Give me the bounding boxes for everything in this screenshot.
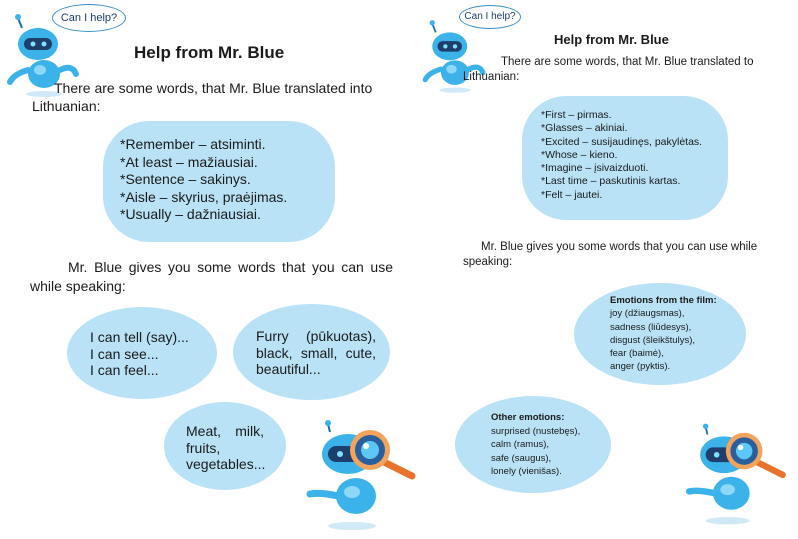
speech-bubble: Can I help?: [459, 5, 521, 29]
page-title-left: Help from Mr. Blue: [134, 43, 285, 62]
vocab-item: *Excited – susijaudinęs, pakylėtas.: [541, 135, 703, 148]
page-title-right: Help from Mr. Blue: [554, 32, 669, 47]
vocab-item: *Sentence – sakinys.: [120, 171, 251, 187]
vocab-item: *Whose – kieno.: [541, 148, 618, 161]
gives-text-left: Mr. Blue gives you some words that you can use while speaking:: [30, 259, 393, 294]
vocabulary-list-left: [120, 136, 287, 224]
vocab-item: *At least – mažiausiai.: [120, 153, 258, 170]
robot-magnifier-icon: [680, 418, 790, 530]
intro-text-right: There are some words, that Mr. Blue translated to Lithuanian:: [463, 56, 754, 83]
emotions-other-list: Other emotions: surprised (nustebęs), calm (ramus), safe (saugus), lonely (vienišas).: [491, 412, 581, 478]
adjectives-list: Furry (pūkuotas), black, small, cute, beautiful...: [256, 328, 376, 377]
emotions-film-list: Emotions from the film: joy (džiaugsmas), sadness (liūdesys), disgust (šleikštulys), fear (baimė), anger (pyktis).: [610, 295, 717, 373]
vocab-item: *Remember – atsiminti.: [120, 136, 266, 152]
vocab-item: *Glasses – akiniai.: [541, 122, 628, 135]
vocabulary-list-right: [541, 109, 702, 202]
gives-text-right: Mr. Blue gives you some words that you can use while speaking:: [463, 241, 758, 268]
robot-magnifier-icon: [300, 418, 420, 532]
phrases-list: I can tell (say)... I can see... I can feel...: [90, 329, 189, 378]
intro-text-left: There are some words, that Mr. Blue translated into Lithuanian:: [32, 80, 373, 114]
food-list: Meat, milk, fruits, vegetables...: [186, 423, 266, 472]
vocab-item: *First – pirmas.: [541, 109, 612, 121]
vocab-item: *Imagine – įsivaizduoti.: [541, 162, 649, 175]
vocab-item: *Last time – paskutinis kartas.: [541, 175, 681, 188]
vocab-item: *Felt – jautei.: [541, 188, 603, 201]
vocab-item: *Aisle – skyrius, praėjimas.: [120, 188, 288, 205]
vocab-item: *Usually – dažniausiai.: [120, 206, 261, 222]
speech-bubble: Can I help?: [52, 4, 126, 32]
